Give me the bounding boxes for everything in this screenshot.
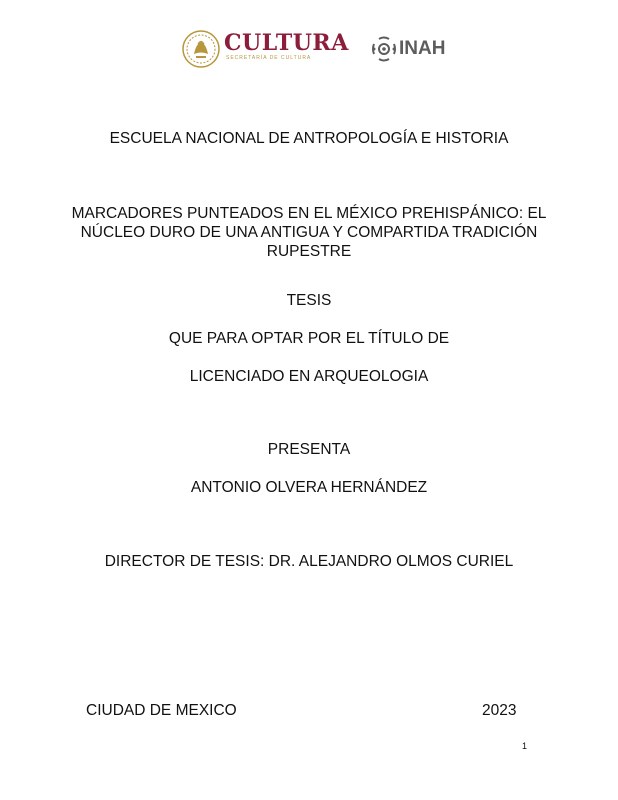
eagle-seal-icon (182, 30, 220, 68)
cultura-logo (180, 28, 350, 72)
degree-name: LICENCIADO EN ARQUEOLOGIA (189, 368, 429, 385)
page-number: 1 (522, 741, 528, 751)
degree-purpose: QUE PARA OPTAR POR EL TÍTULO DE (168, 330, 450, 347)
institution-name: ESCUELA NACIONAL DE ANTROPOLOGÍA E HISTORIA (109, 130, 509, 147)
header-logos (180, 28, 460, 72)
inah-glyph-icon (370, 36, 398, 62)
year-label: 2023 (482, 702, 517, 719)
document-type: TESIS (286, 292, 332, 309)
inah-wordmark: INAH (399, 38, 446, 59)
city-label: CIUDAD DE MEXICO (86, 702, 237, 719)
presents-label: PRESENTA (267, 441, 351, 458)
cultura-subtitle: SECRETARÍA DE CULTURA (226, 55, 312, 61)
inah-logo (370, 34, 460, 64)
author-name: ANTONIO OLVERA HERNÁNDEZ (190, 479, 428, 496)
thesis-director: DIRECTOR DE TESIS: DR. ALEJANDRO OLMOS CURIEL (104, 553, 514, 570)
thesis-title: MARCADORES PUNTEADOS EN EL MÉXICO PREHISPÁNICO: EL NÚCLEO DURO DE UNA ANTIGUA Y COMPARTIDA TRADICIÓN RUPESTRE (71, 205, 547, 260)
cultura-wordmark: CULTURA (224, 30, 349, 56)
